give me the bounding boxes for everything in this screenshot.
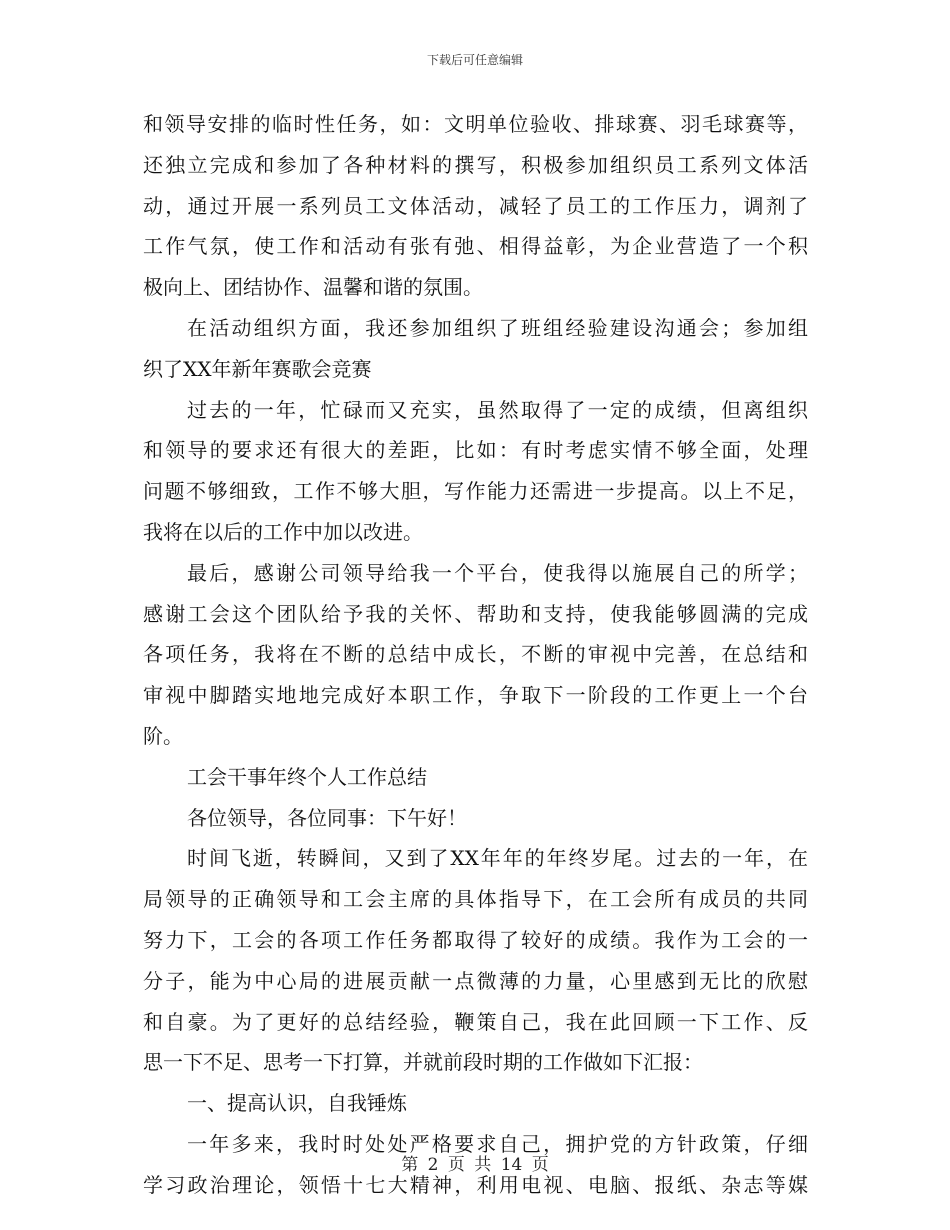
text-line: 在活动组织方面，我还参加组织了班组经验建设沟通会；参加组 — [187, 315, 808, 340]
text-line: 各位领导，各位同事：下午好！ — [187, 805, 467, 830]
text-line: 工会干事年终个人工作总结 — [187, 764, 427, 789]
document-body — [143, 104, 808, 1206]
text-line: 分子，能为中心局的进展贡献一点微薄的力量，心里感到无比的欣慰 — [143, 968, 808, 993]
page-number-footer: 第 2 页 共 14 页 — [401, 1155, 549, 1175]
text-line: 工作气氛，使工作和活动有张有弛、相得益彰，为企业营造了一个积 — [143, 234, 808, 259]
text-line: 问题不够细致，工作不够大胆，写作能力还需进一步提高。以上不足， — [143, 479, 808, 504]
text-line: 审视中脚踏实地地完成好本职工作，争取下一阶段的工作更上一个台 — [143, 683, 808, 708]
text-line: 过去的一年，忙碌而又充实，虽然取得了一定的成绩，但离组织 — [187, 397, 808, 422]
text-line: 还独立完成和参加了各种材料的撰写，积极参加组织员工系列文体活 — [143, 152, 808, 177]
text-line: 和自豪。为了更好的总结经验，鞭策自己，我在此回顾一下工作、反 — [143, 1009, 808, 1034]
page-header: 下载后可任意编辑 — [426, 53, 523, 67]
text-line: 最后，感谢公司领导给我一个平台，使我得以施展自己的所学； — [187, 560, 808, 585]
text-line: 阶。 — [143, 723, 183, 748]
text-line: 一、提高认识，自我锤炼 — [187, 1091, 407, 1116]
text-line: 学习政治理论，领悟十七大精神，利用电视、电脑、报纸、杂志等媒 — [143, 1172, 808, 1197]
text-line: 和领导安排的临时性任务，如：文明单位验收、排球赛、羽毛球赛等， — [143, 112, 808, 136]
text-line: 局领导的正确领导和工会主席的具体指导下，在工会所有成员的共同 — [143, 887, 808, 912]
text-line: 动，通过开展一系列员工文体活动，减轻了员工的工作压力，调剂了 — [143, 193, 808, 218]
text-line: 织了XX年新年赛歌会竞赛 — [143, 356, 372, 381]
text-line: 时间飞逝，转瞬间，又到了XX年年的年终岁尾。过去的一年，在 — [187, 846, 808, 871]
text-line: 努力下，工会的各项工作任务都取得了较好的成绩。我作为工会的一 — [143, 927, 808, 952]
text-line: 极向上、团结协作、温馨和谐的氛围。 — [143, 275, 483, 300]
text-line: 我将在以后的工作中加以改进。 — [143, 519, 423, 544]
text-line: 感谢工会这个团队给予我的关怀、帮助和支持，使我能够圆满的完成 — [143, 601, 808, 626]
text-line: 和领导的要求还有很大的差距，比如：有时考虑实情不够全面，处理 — [143, 438, 808, 463]
text-line: 一年多来，我时时处处严格要求自己，拥护党的方针政策，仔细 — [187, 1131, 808, 1156]
text-line: 思一下不足、思考一下打算，并就前段时期的工作做如下汇报： — [143, 1050, 703, 1075]
text-line: 各项任务，我将在不断的总结中成长，不断的审视中完善，在总结和 — [143, 642, 808, 667]
